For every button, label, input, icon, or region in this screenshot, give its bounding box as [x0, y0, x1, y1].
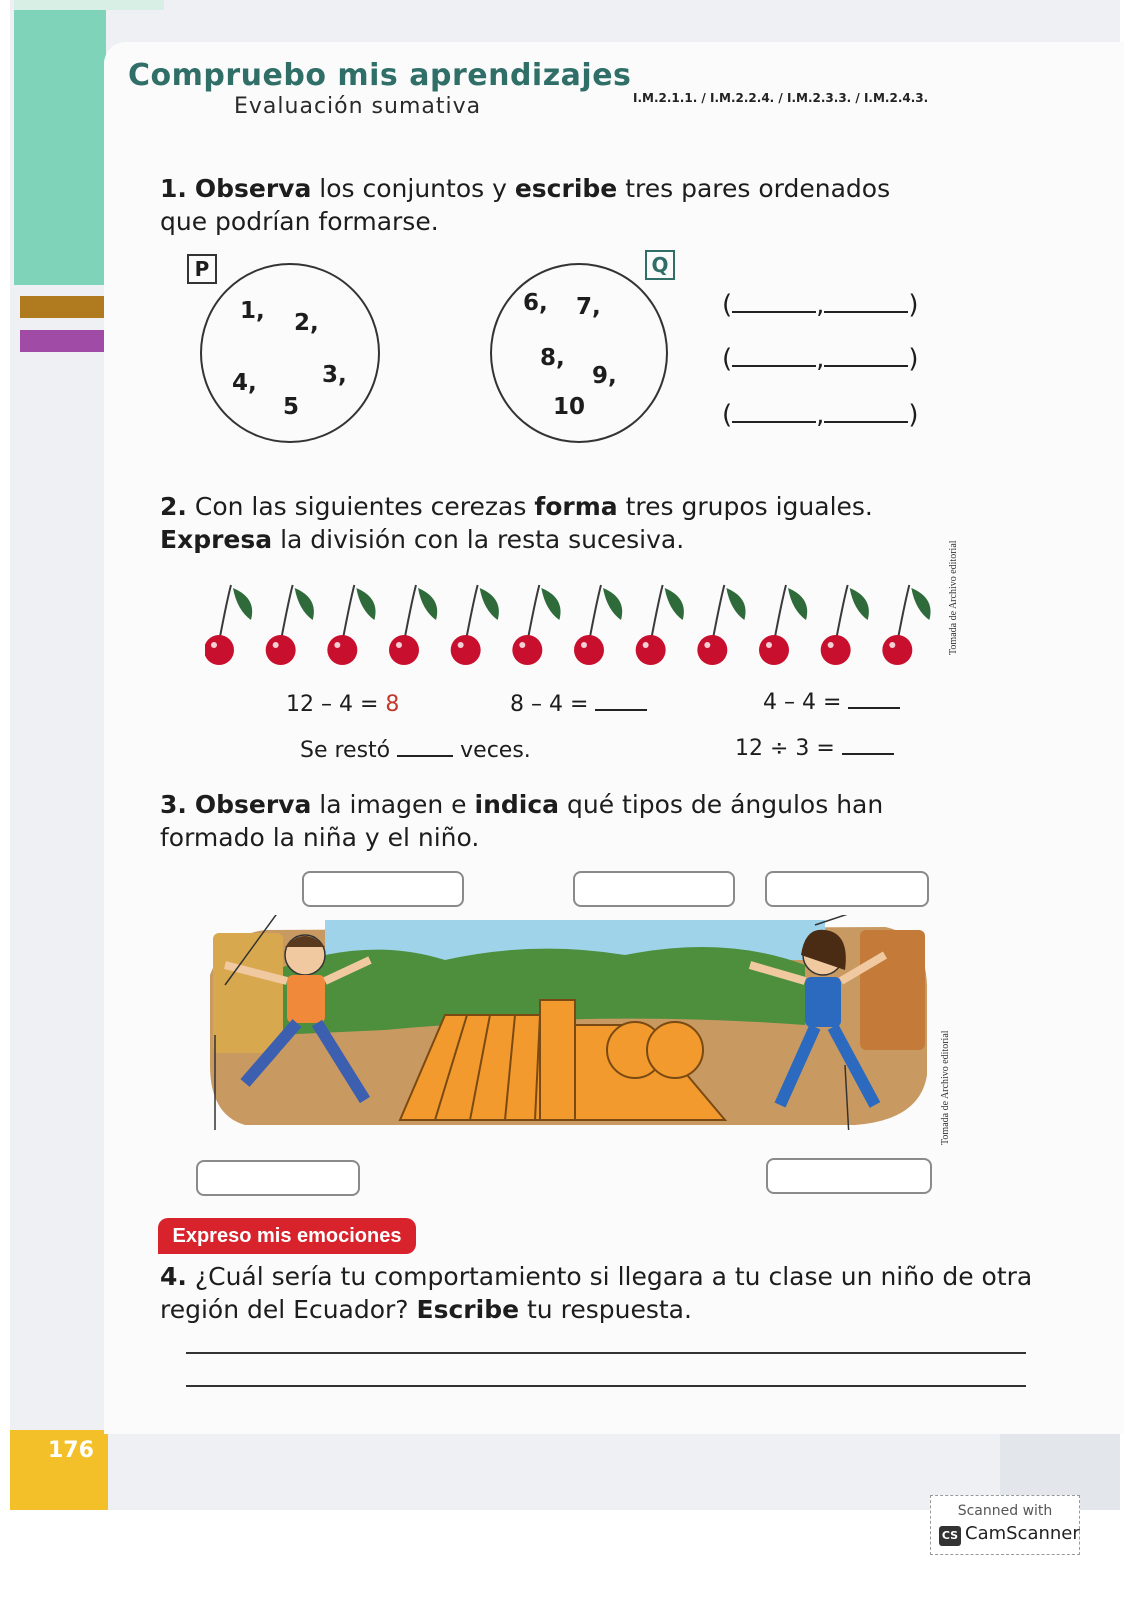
answer-line-1[interactable] [186, 1352, 1026, 1354]
cherry-icon [697, 585, 745, 665]
page-subtitle: Evaluación sumativa [234, 94, 482, 119]
question-1-verb-observa: Observa [194, 174, 312, 203]
set-q-element: 9, [592, 363, 617, 389]
paren-close: ) [908, 290, 919, 320]
paren-open: ( [722, 344, 733, 374]
question-3-part: qué tipos de ángulos han formado la niña y el niño. [160, 790, 884, 852]
question-3-part: la imagen e [311, 790, 475, 819]
set-p-element: 5 [283, 394, 300, 420]
question-2-part: la división con la resta sucesiva. [272, 525, 685, 554]
camscanner-watermark [930, 1495, 1080, 1555]
page-title: Compruebo mis aprendizajes [128, 58, 632, 93]
angle-answer-box-boy-top[interactable] [302, 871, 464, 907]
equation-4-blank[interactable] [842, 737, 894, 755]
question-2-number: 2. [160, 492, 187, 521]
paren-close: ) [908, 344, 919, 374]
boy-shirt [287, 975, 325, 1023]
ordered-pair-1 [722, 290, 919, 320]
ordered-pair-3 [722, 400, 919, 430]
image-credit-cherries: Tomada de Archivo editorial [948, 540, 959, 655]
pair-comma: , [816, 400, 825, 430]
question-1-number: 1. [160, 174, 187, 203]
question-2-part: tres grupos iguales. [617, 492, 873, 521]
equation-1-answer: 8 [385, 692, 400, 717]
left-door [213, 933, 283, 1053]
question-4-part: tu respuesta. [519, 1295, 692, 1324]
cherries-row [205, 580, 945, 672]
pair-blank-first[interactable] [732, 347, 816, 367]
pair-blank-second[interactable] [824, 293, 908, 313]
curriculum-codes: I.M.2.1.1. / I.M.2.2.4. / I.M.2.3.3. / I.M.2.4.3. [633, 91, 929, 105]
set-q-element: 8, [540, 345, 565, 371]
paren-close: ) [908, 400, 919, 430]
equation-2 [510, 692, 647, 717]
cherry-icon [821, 585, 869, 665]
set-q-element: 10 [553, 394, 586, 420]
children-angles-illustration [205, 915, 930, 1130]
hopscotch-center [540, 1000, 575, 1120]
question-2-verb-expresa: Expresa [160, 525, 273, 554]
question-3-number: 3. [160, 790, 187, 819]
equation-4-left: 12 ÷ 3 = [735, 736, 835, 761]
equation-1 [286, 692, 399, 717]
camscanner-logo-icon: CS [939, 1526, 961, 1546]
cherry-icon [512, 585, 560, 665]
equation-2-blank[interactable] [595, 693, 647, 711]
question-2-part: Con las siguientes cerezas [194, 492, 535, 521]
question-4-verb-escribe: Escribe [416, 1295, 520, 1324]
equation-3-left: 4 – 4 = [763, 690, 842, 715]
question-2-text [160, 490, 950, 556]
question-2-verb-forma: forma [534, 492, 618, 521]
cherry-icon [451, 585, 499, 665]
equation-3-blank[interactable] [848, 691, 900, 709]
emotions-badge: Expreso mis emociones [158, 1218, 416, 1254]
pair-comma: , [816, 290, 825, 320]
ordered-pair-2 [722, 344, 919, 374]
set-p-element: 2, [294, 310, 319, 336]
question-1-text [160, 172, 940, 238]
angle-answer-box-girl-right[interactable] [765, 871, 929, 907]
margin-tab-brown [20, 296, 104, 318]
subtraction-count-suffix: veces. [460, 738, 531, 763]
question-1-part: los conjuntos y [311, 174, 515, 203]
question-3-verb-observa: Observa [194, 790, 312, 819]
equation-3 [763, 690, 900, 715]
cherry-icon [205, 585, 252, 665]
set-q-element: 6, [523, 290, 548, 316]
pair-blank-first[interactable] [732, 403, 816, 423]
page-number: 176 [48, 1438, 94, 1463]
cherry-icon [389, 585, 437, 665]
subtraction-count [300, 738, 531, 763]
equation-2-left: 8 – 4 = [510, 692, 589, 717]
pair-blank-second[interactable] [824, 403, 908, 423]
cherry-icon [327, 585, 375, 665]
image-credit-scene: Tomada de Archivo editorial [940, 1030, 951, 1145]
question-4-number: 4. [160, 1262, 187, 1291]
margin-tab-purple [20, 330, 104, 352]
equation-4 [735, 736, 894, 761]
left-margin-green-band [14, 0, 106, 285]
camscanner-brand: CamScanner [965, 1523, 1080, 1544]
set-p-element: 1, [240, 298, 265, 324]
set-p-label: P [187, 254, 217, 284]
question-1-verb-escribe: escribe [514, 174, 618, 203]
pair-blank-second[interactable] [824, 347, 908, 367]
set-q-label: Q [645, 250, 675, 280]
cherry-icon [882, 585, 930, 665]
paren-open: ( [722, 400, 733, 430]
answer-line-2[interactable] [186, 1385, 1026, 1387]
cherry-icon [759, 585, 807, 665]
question-3-verb-indica: indica [474, 790, 560, 819]
question-1-part: tres pares ordenados que podrían formarse. [160, 174, 891, 236]
cherry-icon [266, 585, 314, 665]
question-4-part: ¿Cuál sería tu comportamiento si llegara a tu clase un niño de otra región del Ecuador? [160, 1262, 1033, 1324]
subtraction-count-blank[interactable] [397, 739, 453, 757]
angle-answer-box-girl-left[interactable] [573, 871, 735, 907]
question-3-text [160, 788, 940, 854]
cherry-icon [574, 585, 622, 665]
question-4-text [160, 1260, 1040, 1326]
pair-blank-first[interactable] [732, 293, 816, 313]
subtraction-count-label: Se restó [300, 738, 391, 763]
left-margin-top-strip [14, 0, 164, 10]
angle-answer-box-boy-bottom[interactable] [196, 1160, 360, 1196]
set-q-element: 7, [576, 294, 601, 320]
angle-answer-box-girl-bottom[interactable] [766, 1158, 932, 1194]
pair-comma: , [816, 344, 825, 374]
equation-1-left: 12 – 4 = [286, 692, 379, 717]
right-door [860, 930, 925, 1050]
paren-open: ( [722, 290, 733, 320]
camscanner-caption: Scanned with [957, 1503, 1053, 1519]
set-p-element: 4, [232, 370, 257, 396]
cherry-icon [636, 585, 684, 665]
set-p-element: 3, [322, 362, 347, 388]
girl-overalls [805, 977, 841, 1027]
